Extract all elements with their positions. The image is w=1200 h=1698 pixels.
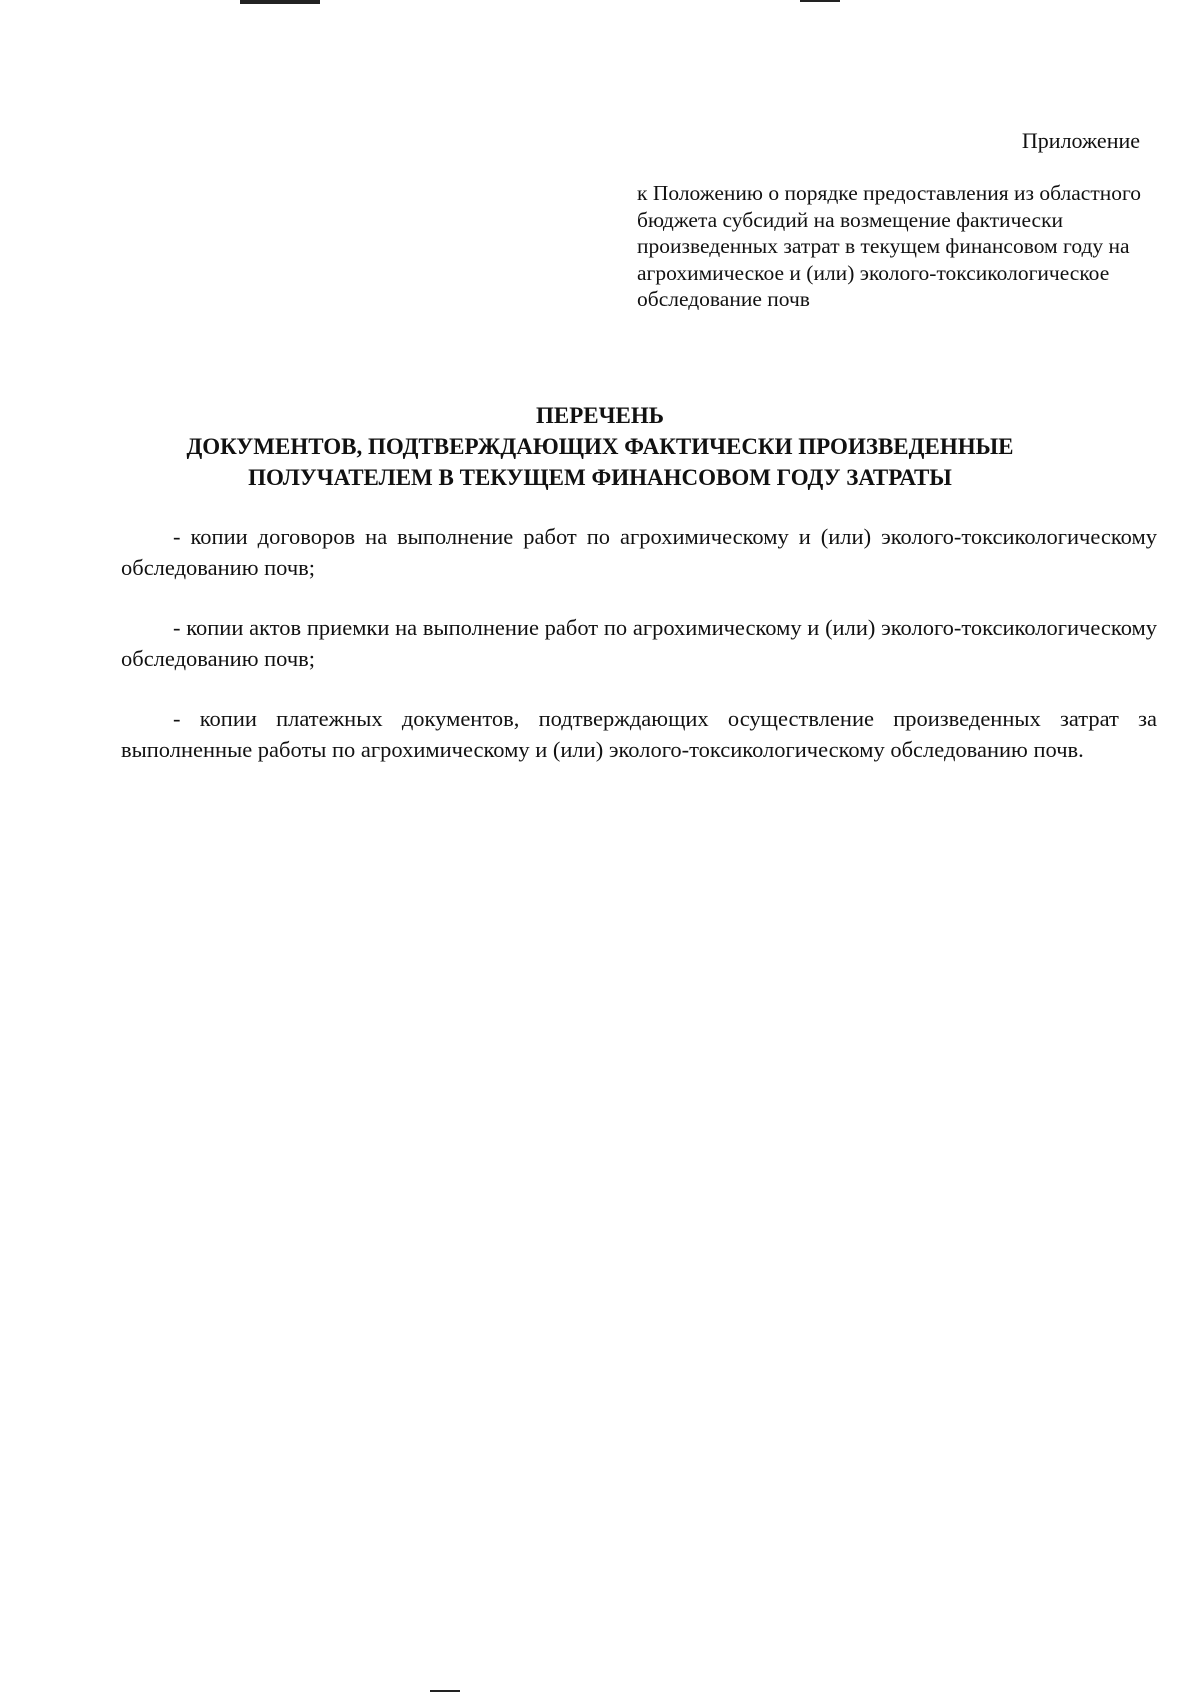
list-item: - копии договоров на выполнение работ по агрохимическому и (или) эколого-токсикологическому обследованию почв; [121, 524, 1157, 580]
list-item: - копии актов приемки на выполнение работ по агрохимическому и (или) эколого-токсикологическому обследованию почв; [121, 615, 1157, 671]
title-line: ПОЛУЧАТЕЛЕМ В ТЕКУЩЕМ ФИНАНСОВОМ ГОДУ ЗАТРАТЫ [248, 465, 952, 490]
document-list [121, 521, 1157, 794]
appendix-label: Приложение [1021, 128, 1140, 153]
scan-artifact [240, 0, 320, 4]
document-title [0, 400, 1200, 493]
scan-artifact [800, 0, 840, 2]
scan-artifact [430, 1690, 460, 1692]
title-line: ПЕРЕЧЕНЬ [536, 403, 664, 428]
title-line: ДОКУМЕНТОВ, ПОДТВЕРЖДАЮЩИХ ФАКТИЧЕСКИ ПРОИЗВЕДЕННЫЕ [186, 434, 1014, 459]
appendix-reference: к Положению о порядке предоставления из областного бюджета субсидий на возмещение фактически произведенных затрат в текущем финансовом году на агрохимическое и (или) эколого-токсикологическое обследование почв [637, 181, 1142, 311]
list-item: - копии платежных документов, подтверждающих осуществление произведенных затрат за выполненные работы по агрохимическому и (или) эколого-токсикологическому обследованию почв. [121, 706, 1157, 762]
